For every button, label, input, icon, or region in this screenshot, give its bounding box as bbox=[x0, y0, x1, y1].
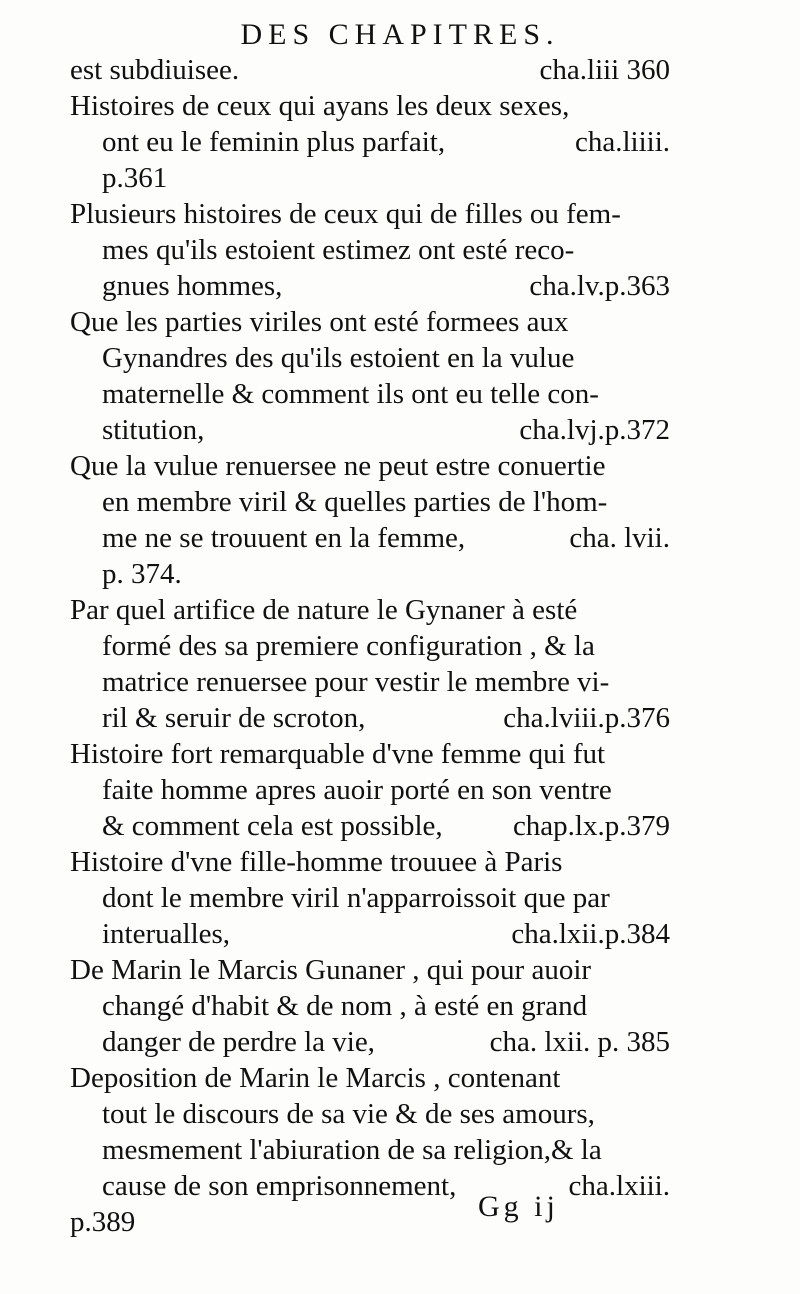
toc-line-text: cause de son emprisonnement, bbox=[102, 1170, 457, 1202]
toc-line bbox=[70, 664, 670, 700]
toc-line bbox=[70, 412, 670, 448]
toc-line-text: changé d'habit & de nom , à esté en grand bbox=[102, 990, 588, 1022]
toc-line bbox=[70, 988, 670, 1024]
toc-line bbox=[70, 1204, 670, 1240]
toc-line bbox=[70, 700, 670, 736]
toc-line-text: Deposition de Marin le Marcis , contenant bbox=[70, 1062, 561, 1094]
toc-entry bbox=[70, 448, 670, 592]
toc-line bbox=[70, 952, 670, 988]
toc-line bbox=[70, 484, 670, 520]
toc-line-text: mesmement l'abiuration de sa religion,& la bbox=[102, 1134, 602, 1166]
toc-line bbox=[70, 1096, 670, 1132]
toc-line-text: ril & seruir de scroton, bbox=[102, 702, 366, 734]
toc-chapter-ref: cha.lv.p.363 bbox=[529, 270, 670, 302]
toc-line-text: dont le membre viril n'apparroissoit que par bbox=[102, 882, 610, 914]
toc-line-text: Plusieurs histoires de ceux qui de filles ou fem- bbox=[70, 198, 621, 230]
toc-line-text: danger de perdre la vie, bbox=[102, 1026, 375, 1058]
toc-entry bbox=[70, 304, 670, 448]
toc-entry bbox=[70, 844, 670, 952]
toc-line bbox=[70, 628, 670, 664]
toc-entry bbox=[70, 1060, 670, 1240]
toc-line bbox=[70, 124, 670, 160]
toc-entry bbox=[70, 196, 670, 304]
toc-line-text: & comment cela est possible, bbox=[102, 810, 443, 842]
toc-line bbox=[70, 1024, 670, 1060]
toc-entry bbox=[70, 952, 670, 1060]
toc-chapter-ref: cha.liiii. bbox=[574, 126, 670, 158]
toc-line-text: tout le discours de sa vie & de ses amours, bbox=[102, 1098, 595, 1130]
toc-entry bbox=[70, 736, 670, 844]
toc-line bbox=[70, 196, 670, 232]
toc-line-text: ont eu le feminin plus parfait, bbox=[102, 126, 446, 158]
toc-line bbox=[70, 772, 670, 808]
toc-line bbox=[70, 1168, 670, 1204]
toc-line-text: interualles, bbox=[102, 918, 231, 950]
toc-line-text: p.361 bbox=[102, 162, 168, 194]
toc-entry bbox=[70, 592, 670, 736]
toc-line bbox=[70, 1060, 670, 1096]
toc-line-text: me ne se trouuent en la femme, bbox=[102, 522, 466, 554]
toc-line-text: Histoires de ceux qui ayans les deux sexes, bbox=[70, 90, 570, 122]
toc-line-text: Par quel artifice de nature le Gynaner à esté bbox=[70, 594, 578, 626]
toc-line bbox=[70, 1132, 670, 1168]
toc-line-text: faite homme apres auoir porté en son ventre bbox=[102, 774, 612, 806]
toc-line-text: gnues hommes, bbox=[102, 270, 283, 302]
toc-line bbox=[70, 916, 670, 952]
toc-line-text: Que la vulue renuersee ne peut estre conuertie bbox=[70, 450, 606, 482]
toc-line-text: matrice renuersee pour vestir le membre vi- bbox=[102, 666, 610, 698]
toc-line-text: Histoire fort remarquable d'vne femme qui fut bbox=[70, 738, 606, 770]
toc-line bbox=[70, 232, 670, 268]
running-head: DES CHAPITRES. bbox=[240, 18, 560, 51]
toc-chapter-ref: cha.liii 360 bbox=[539, 54, 670, 86]
toc-line bbox=[70, 268, 670, 304]
toc-line-text: Que les parties viriles ont esté formees aux bbox=[70, 306, 569, 338]
toc-line bbox=[70, 736, 670, 772]
toc-chapter-ref: cha. lxii. p. 385 bbox=[489, 1026, 670, 1058]
toc-line bbox=[70, 52, 670, 88]
toc-line bbox=[70, 844, 670, 880]
toc-line-text: De Marin le Marcis Gunaner , qui pour auoir bbox=[70, 954, 592, 986]
toc-line-text: p. 374. bbox=[102, 558, 182, 590]
toc-line bbox=[70, 880, 670, 916]
toc-line-text: Histoire d'vne fille-homme trouuee à Paris bbox=[70, 846, 563, 878]
toc-entry bbox=[70, 52, 670, 88]
toc-line bbox=[70, 808, 670, 844]
toc-line-text: en membre viril & quelles parties de l'hom- bbox=[102, 486, 608, 518]
toc-chapter-ref: cha. lvii. bbox=[569, 522, 670, 554]
toc-line-text: maternelle & comment ils ont eu telle con- bbox=[102, 378, 599, 410]
toc-line-text: stitution, bbox=[102, 414, 205, 446]
toc-line bbox=[70, 520, 670, 556]
toc-line-text: Gynandres des qu'ils estoient en la vulue bbox=[102, 342, 575, 374]
toc-line bbox=[70, 556, 670, 592]
toc-chapter-ref: chap.lx.p.379 bbox=[512, 810, 670, 842]
toc-line-text: formé des sa premiere configuration , & la bbox=[102, 630, 595, 662]
toc-chapter-ref: cha.lviii.p.376 bbox=[503, 702, 670, 734]
toc-line-text: est subdiuisee. bbox=[70, 54, 240, 86]
signature-mark: Gg ij bbox=[478, 1190, 559, 1223]
toc-chapter-ref: cha.lxiii. bbox=[568, 1170, 670, 1202]
toc-line-text: mes qu'ils estoient estimez ont esté reco- bbox=[102, 234, 575, 266]
toc-line-text: p.389 bbox=[70, 1206, 136, 1238]
toc-line bbox=[70, 304, 670, 340]
toc-line bbox=[70, 376, 670, 412]
toc-line bbox=[70, 88, 670, 124]
toc-line bbox=[70, 160, 670, 196]
toc-chapter-ref: cha.lxii.p.384 bbox=[511, 918, 670, 950]
toc-entry bbox=[70, 88, 670, 196]
toc-line bbox=[70, 340, 670, 376]
toc-chapter-ref: cha.lvj.p.372 bbox=[519, 414, 670, 446]
table-of-contents bbox=[70, 52, 670, 1240]
toc-line bbox=[70, 448, 670, 484]
toc-line bbox=[70, 592, 670, 628]
